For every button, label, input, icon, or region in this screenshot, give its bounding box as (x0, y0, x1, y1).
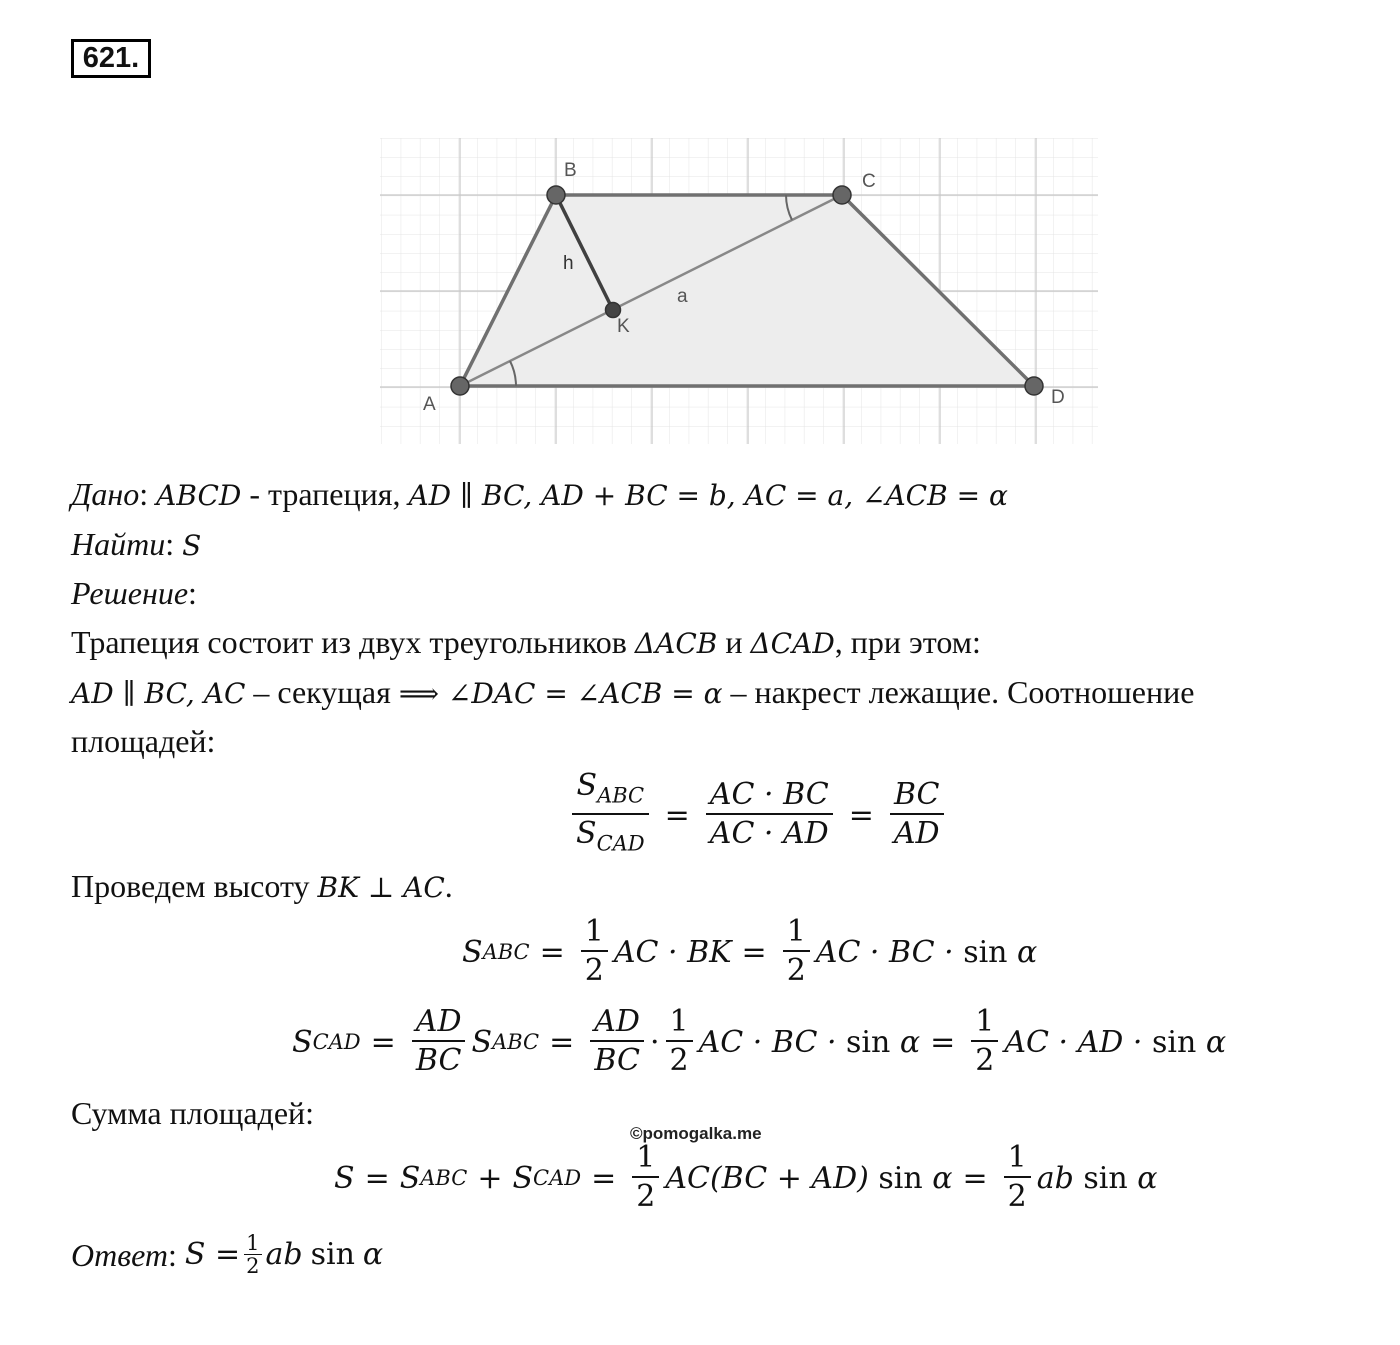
eq4-half-n2: 1 (1007, 1140, 1027, 1175)
eq3-term2: AC · AD · (1004, 1024, 1143, 1060)
eq2-half-d: 2 (581, 950, 608, 990)
point-a (451, 377, 469, 395)
answer-colon: : (168, 1236, 177, 1273)
eq3-s-sub: ABC (492, 1030, 540, 1054)
text4-part2: . (444, 868, 453, 904)
answer-label: Ответ (71, 1236, 168, 1273)
find-colon: : (165, 526, 175, 562)
text1-tri1: ΔACB (634, 627, 718, 660)
given-colon: : (139, 476, 149, 512)
eq2-term2: AC · BC · (815, 934, 954, 970)
equation-s-cad: S CAD = $\frac{AD}{BC}$ S ABC = $\frac{AD}{BC}$ · $\frac{1}{2}$ AC · BC · sin α = $\frac{1}{2}$ AC · AD · sin α (292, 1004, 1227, 1078)
text5-line: Сумма площадей: (71, 1095, 315, 1131)
text1-and: и (717, 624, 751, 660)
point-d (1025, 377, 1043, 395)
eq4-sin2: sin (1083, 1160, 1128, 1196)
answer-alpha: α (362, 1236, 384, 1272)
find-label: Найти (71, 526, 166, 562)
equation-s-abc: S ABC = $\frac{1}{2}$ AC · BK = $\frac{1}{2}$ AC · BC · sin α (462, 914, 1038, 988)
eq3-sin: sin (846, 1024, 891, 1060)
answer-rhs: ab (265, 1236, 303, 1272)
label-a: A (423, 394, 436, 415)
given-figure: ABCD (156, 479, 242, 512)
answer-half-d: 2 (246, 1254, 260, 1278)
text2-math2: ⟹ ∠DAC = ∠ACB = α (398, 677, 723, 710)
eq1-d1: S (576, 816, 597, 852)
text2-math1: AD ∥ BC, AC (71, 677, 246, 710)
eq3-half-d2: 2 (971, 1040, 998, 1080)
text2-part1: – секущая (245, 674, 399, 710)
watermark: ©pomogalka.me (630, 1124, 762, 1143)
eq4-lhs: S (334, 1160, 355, 1196)
text2-part2: – накрест лежащие. Соотношение (722, 674, 1195, 710)
label-h: h (563, 253, 574, 274)
find-value: S (182, 529, 202, 562)
eq4-s1: S (399, 1160, 421, 1196)
eq4-half-d2: 2 (1004, 1176, 1031, 1216)
eq3-half-n: 1 (669, 1004, 689, 1039)
find-line (71, 524, 201, 566)
text1-part2: , при этом: (834, 624, 981, 660)
eq1-d2: AC · AD (706, 813, 833, 853)
eq2-lhs: S (462, 934, 483, 970)
label-b: B (564, 160, 577, 181)
answer-lhs: S = (184, 1236, 241, 1272)
eq1-d1-sub: CAD (596, 831, 645, 856)
answer-line (71, 1232, 383, 1277)
text1-line (71, 622, 981, 664)
solution-label: Решение (71, 575, 189, 611)
eq3-term1: AC · BC · (698, 1024, 837, 1060)
eq4-half-n: 1 (636, 1140, 656, 1175)
eq4-term1: AC(BC + AD) (665, 1160, 869, 1196)
trapezoid-figure (380, 138, 1098, 444)
eq4-s2: S (512, 1160, 534, 1196)
label-c: C (862, 171, 876, 192)
eq4-sin: sin (878, 1160, 923, 1196)
eq4-s2-sub: CAD (533, 1166, 582, 1190)
text2-line (71, 672, 1194, 714)
given-conditions: AD ∥ BC, AD + BC = b, AC = a, ∠ACB = α (408, 479, 1008, 512)
answer-sin: sin (310, 1236, 355, 1272)
eq2-term1: AC · BK (613, 934, 732, 970)
text1-part1: Трапеция состоит из двух треугольников (71, 624, 635, 660)
text4-math: BK ⊥ AC (317, 871, 445, 904)
solution-line (71, 573, 197, 613)
text3-line: площадей: (71, 723, 216, 759)
eq1-n1: S (576, 768, 598, 803)
eq1-n1-sub: ABC (597, 783, 645, 808)
eq3-alpha2: α (1205, 1024, 1227, 1060)
eq4-s1-sub: ABC (420, 1166, 468, 1190)
eq2-half-d2: 2 (783, 950, 810, 990)
text4-part1: Проведем высоту (71, 868, 318, 904)
eq3-half-n2: 1 (975, 1004, 995, 1039)
label-k: K (617, 316, 630, 337)
eq3-sin2: sin (1151, 1024, 1197, 1060)
eq3-frac-d2: BC (590, 1040, 644, 1080)
eq3-s: S (471, 1024, 493, 1060)
eq3-half-d: 2 (666, 1040, 693, 1080)
eq3-frac-d: BC (412, 1040, 466, 1080)
eq3-lhs: S (292, 1024, 313, 1060)
point-b (547, 186, 565, 204)
text4-line (71, 866, 453, 908)
answer-half-n: 1 (246, 1231, 260, 1255)
eq2-alpha: α (1017, 934, 1038, 970)
solution-colon: : (188, 575, 197, 611)
equation-sum: S = S ABC + S CAD = $\frac{1}{2}$ AC(BC + AD) sin α = $\frac{1}{2}$ ab sin α (334, 1140, 1158, 1214)
eq1-n3: BC (893, 777, 940, 813)
label-d: D (1051, 387, 1065, 408)
eq3-frac-n2: AD (594, 1004, 640, 1039)
eq3-alpha: α (899, 1024, 921, 1060)
problem-number: 621. (71, 39, 151, 78)
given-text: - трапеция, (241, 476, 409, 512)
eq1-d3: AD (890, 813, 944, 853)
eq4-term2: ab (1036, 1160, 1074, 1196)
eq4-half-d: 2 (632, 1176, 659, 1216)
label-a-diag: a (677, 286, 688, 307)
given-line (71, 474, 1008, 516)
eq2-sin: sin (963, 934, 1008, 970)
point-c (833, 186, 851, 204)
eq2-half-n: 1 (584, 914, 604, 949)
eq2-half-n2: 1 (786, 914, 806, 949)
given-label: Дано (71, 476, 140, 512)
eq3-frac-n: AD (415, 1004, 462, 1039)
eq2-lhs-sub: ABC (482, 940, 530, 964)
text1-tri2: ΔCAD (750, 627, 835, 660)
eq4-alpha2: α (1137, 1160, 1158, 1196)
eq1-n2: AC · BC (709, 777, 829, 813)
equation-area-ratio: $\frac{S_{ABC}}{S_{CAD}}$ = $\frac{AC \cdot BC}{AC \cdot AD}$ = $\frac{BC}{AD}$ (566, 768, 950, 863)
eq4-alpha: α (932, 1160, 953, 1196)
eq3-lhs-sub: CAD (312, 1030, 361, 1054)
